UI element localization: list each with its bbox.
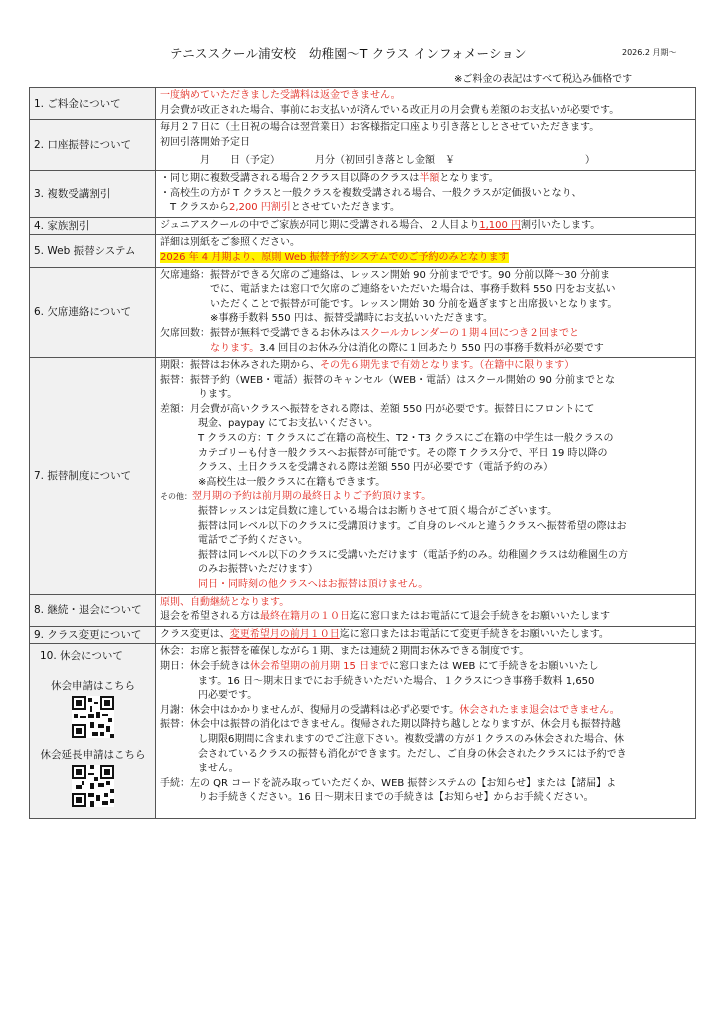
text-line: 手続：左の QR コードを読み取っていただくか、WEB 振替システムの【お知らせ】または【諸届】よ — [160, 777, 617, 789]
row-content — [156, 88, 696, 120]
text-line: ※高校生は一般クラスに在籍もできます。 — [198, 476, 386, 488]
page-title: テニススクール浦安校 幼稚園〜T クラス インフォメーション — [170, 46, 527, 61]
text-line: のみお振替いただけます） — [198, 564, 318, 576]
info-table — [29, 87, 696, 819]
row-label: 10. 休会について — [40, 650, 123, 663]
text-line: でに、電話または窓口で欠席のご連絡をいただいた場合は、事務手数料 550 円をお支払い — [210, 284, 616, 296]
text-line: 同日・同時刻の他クラスへはお振替は頂けません。 — [198, 579, 429, 590]
text-line: 振替：休会中は振替の消化はできません。復帰された期以降持ち越しとなりますが、休会月も振替持越 — [160, 719, 621, 731]
text-line: カテゴリーも付き一般クラスへお振替が可能です。その際 T クラス分で、平日 19 時以降の — [198, 447, 608, 459]
text-line: その他：翌月期の予約は前月期の最終日よりご予約頂けます。 — [160, 491, 432, 503]
tax-note: ※ご料金の表記はすべて税込み価格です — [454, 74, 633, 85]
text-line: 振替は同レベル以下のクラスに受講いただけます（電話予約のみ。幼稚園クラスは幼稚園生の方 — [198, 549, 628, 561]
row-bank-transfer — [30, 120, 696, 171]
text-line — [160, 251, 692, 266]
text-line: ります。 — [198, 389, 238, 401]
text-line: 月謝：休会中はかかりませんが、復帰月の受講料は必ず必要です。休会されたまま退会はできません。 — [160, 704, 620, 716]
text-line: クラス、土日クラスを受講される際は差額 550 円が必要です（電話予約のみ） — [198, 462, 554, 474]
text-line: 電話でご予約ください。 — [198, 535, 308, 547]
text-line: 退会を希望される方は最終在籍月の１０日迄に窓口またはお電話にて退会手続きをお願いいたします — [160, 611, 610, 623]
text-line: 月会費が改正された場合、事前にお支払いが済んでいる改正月の月会費も差額のお支払いが必要です。 — [160, 104, 620, 116]
row-content — [156, 626, 696, 644]
qr-code-leave[interactable] — [72, 696, 114, 738]
row-label: 2. 口座振替について — [30, 120, 156, 171]
text-line: 期日：休会手続きは休会希望期の前月期 15 日までに窓口または WEB にて手続きをお願いいたし — [160, 660, 599, 672]
text-line: 休会：お席と振替を確保しながら１期、または連続２期間お休みできる制度です。 — [160, 646, 530, 658]
text-line: 振替レッスンは定員数に達している場合はお断りさせて頂く場合がございます。 — [198, 506, 558, 518]
text-line: 月 日（予定） 月分（初回引き落とし金額 ￥ ） — [200, 155, 595, 167]
text-line: ※事務手数料 550 円は、振替受講時にお支払いいただきます。 — [210, 313, 494, 325]
row-family-discount — [30, 217, 696, 235]
highlight-text: 2026 年 4 月期より、原則 Web 振替予約システムでのご予約のみとなります — [160, 251, 509, 263]
text-line: T クラスから2,200 円割引とさせていただきます。 — [170, 202, 401, 214]
row-multi-discount — [30, 170, 696, 217]
text-line: 振替は同レベル以下のクラスに受講頂けます。ご自身のレベルと違うクラスへ振替希望の際はお — [198, 520, 627, 532]
text-line: 欠席連絡：振替ができる欠席のご連絡は、レッスン開始 90 分前までです。90 分前以降〜30 分前ま — [160, 269, 610, 281]
row-fees — [30, 88, 696, 120]
text-line: ません。 — [198, 763, 239, 775]
text-line: T クラスの方：T クラスにご在籍の高校生、T2・T3 クラスにご在籍の中学生は一般クラスの — [198, 433, 614, 445]
text-line: 毎月２７日に（土日祝の場合は翌営業日）お客様指定口座より引き落としとさせていただきます。 — [160, 122, 600, 134]
row-content — [156, 120, 696, 171]
text-line: 差額：月会費が高いクラスへ振替をされる際は、差額 550 円が必要です。振替日にフロントにて — [160, 403, 595, 415]
text-line: 振替：振替予約（WEB・電話）振替のキャンセル（WEB・電話）はスクール開始の 90 分前までとな — [160, 374, 616, 386]
row-label: 1. ご料金について — [30, 88, 156, 120]
text-line: し期限6期間に含まれますのでご注意下さい。複数受講の方が１クラスのみ休会された場合、休 — [198, 733, 625, 745]
row-absence — [30, 267, 696, 358]
text-line: ・同じ期に複数受講される場合２クラス目以降のクラスは半額となります。 — [160, 172, 499, 184]
row-content — [156, 267, 696, 358]
row-content — [156, 358, 696, 595]
text-line: りお手続きください。16 日〜期末日までの手続きは【お知らせ】からお手続ください。 — [198, 792, 594, 804]
row-label: 5. Web 振替システム — [30, 235, 156, 267]
row-label: 7. 振替制度について — [30, 358, 156, 595]
text-line: ジュニアスクールの中でご家族が同じ期に受講される場合、２人目より1,100 円割引いたします。 — [160, 219, 601, 231]
row-content — [156, 235, 696, 267]
qr-code-extension[interactable] — [72, 765, 114, 807]
text-line: 現金、paypay にてお支払いください。 — [198, 418, 378, 430]
qr-label-extension: 休会延長申請はこちら — [40, 749, 146, 762]
text-line: 期限：振替はお休みされた期から、その先６期先まで有効となります。（在籍中に限ります） — [160, 360, 575, 372]
text-line: クラス変更は、変更希望月の前月１０日迄に窓口またはお電話にて変更手続きをお願いいたします。 — [160, 628, 609, 640]
text-line: いただくことで振替が可能です。レッスン開始 30 分前を過ぎますと出席扱いとなります。 — [210, 298, 618, 310]
text-line: 会されているクラスの振替も消化ができます。ただし、ご自身の休会されたクラスには予約でき — [198, 748, 627, 760]
row-label-leave — [30, 644, 156, 819]
row-class-change — [30, 626, 696, 644]
text-line: 初回引落開始予定日 — [160, 136, 250, 148]
row-label: 6. 欠席連絡について — [30, 267, 156, 358]
row-label: 4. 家族割引 — [30, 217, 156, 235]
row-continuation — [30, 594, 696, 626]
row-label: 9. クラス変更について — [30, 626, 156, 644]
text-line: ます。16 日〜期末日までにお手続きいただいた場合、１クラスにつき事務手数料 1,650 — [198, 675, 595, 687]
text-line: 一度納めていただきました受講料は返金できません。 — [160, 90, 401, 101]
row-transfer-system — [30, 358, 696, 595]
row-content — [156, 217, 696, 235]
text-line: 原則、自動継続となります。 — [160, 596, 290, 608]
row-label: 3. 複数受講割引 — [30, 170, 156, 217]
row-content — [156, 170, 696, 217]
text-line: ・高校生の方が T クラスと一般クラスを複数受講される場合、一般クラスが定価扱いとなり、 — [160, 187, 582, 199]
row-content — [156, 594, 696, 626]
text-line: 円必要です。 — [198, 690, 258, 702]
qr-label-leave: 休会申請はこちら — [51, 680, 135, 693]
text-line: 欠席回数：振替が無料で受講できるお休みはスクールカレンダーの１期４回につき２回までと — [160, 327, 579, 339]
row-web-system — [30, 235, 696, 267]
text-line: 詳細は別紙をご参照ください。 — [160, 237, 300, 249]
date-label: 2026.2 月期〜 — [622, 48, 677, 57]
row-leave — [30, 644, 696, 819]
row-label: 8. 継続・退会について — [30, 594, 156, 626]
text-line: なります。3.4 回目のお休み分は消化の際に１回あたり 550 円の事務手数料が必要です — [210, 342, 604, 354]
row-content — [156, 644, 696, 819]
qr-section — [34, 679, 152, 807]
